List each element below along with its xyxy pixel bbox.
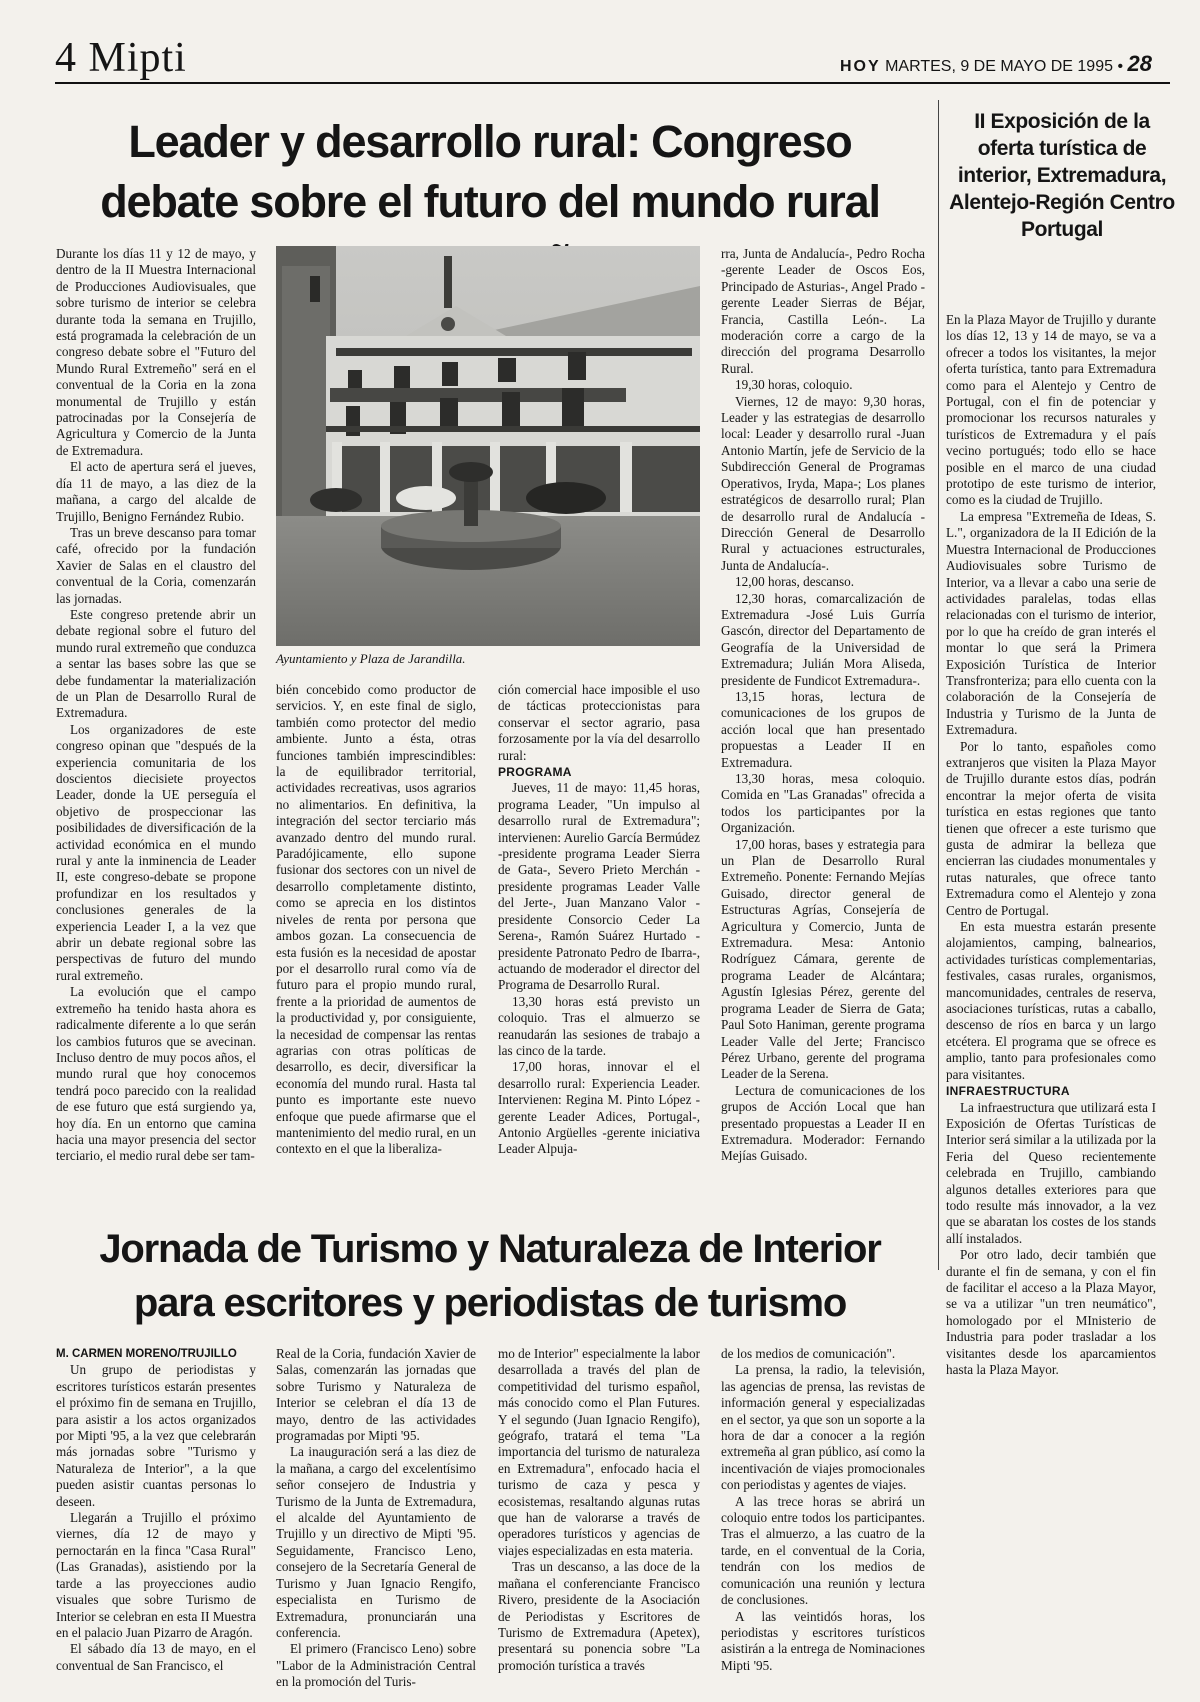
paragraph: Durante los días 11 y 12 de mayo, y dentro de la II Muestra Internacional de Producciones Audiovisuales, que sobre turismo de interior se celebra durante toda la semana en Trujillo, está programada la celebración de un congreso debate sobre el "Futuro del Mundo Rural Extremeño" será en el conventual de la Coria en la zona monumental de Trujillo y están patrocinadas por la Consejería de Agricultura y Comercio de la Junta de Extremadura.	[56, 246, 256, 458]
article1-column-2	[276, 682, 476, 1158]
paragraph: mo de Interior" especialmente la labor desarrollada a través del plan de competitividad del turismo español, más conocido como el Plan Futures. Y el segundo (Juan Ignacio Rengifo), geógrafo, tratará el tema "La importancia del turismo de naturaleza en Extremadura", enfocado hacia el turismo de caza y pesca y ecosistemas, resaltando algunas rutas que han de valorarse a través de operadores turísticos y agencias de viajes especializadas en esta materia.	[498, 1346, 701, 1558]
paragraph: A las trece horas se abrirá un coloquio entre todos los participantes. Tras el almuerzo, a las cuatro de la tarde, en el conventual de la Coria, tendrán con los medios de comunicación una reunión y lectura de conclusiones.	[721, 1493, 925, 1608]
paragraph: La prensa, la radio, la televisión, las agencias de prensa, las revistas de información general y especializadas en el sector, ya que son un soporte a la hora de dar a conocer a la región extremeña al gran público, así como la incentivación de viajes promocionales con periodistas y agentes de viajes.	[721, 1362, 925, 1493]
byline: M. CARMEN MORENO/TRUJILLO	[56, 1348, 237, 1360]
paragraph: 17,00 horas, innovar el el desarrollo rural: Experiencia Leader. Intervienen: Regina M. Pinto López -gerente Leader Adices, Portugal-, Antonio Argüelles -gerente iniciativa Leader Alpuja-	[498, 1059, 700, 1157]
issue-date: MARTES, 9 DE MAYO DE 1995	[885, 58, 1113, 75]
article2-column-4	[721, 1346, 925, 1674]
paragraph: La inauguración será a las diez de la mañana, a cargo del excelentísimo señor consejero de Industria y Turismo de la Junta de Extremadura, el alcalde del Ayuntamiento de Trujillo y un directivo de Mipti '95. Seguidamente, Francisco Leno, consejero de la Secretaría General de Turismo y Juan Ignacio Rengifo, especialista en Turismo de Extremadura, pronunciarán una conferencia.	[276, 1444, 476, 1640]
paragraph: Los organizadores de este congreso opinan que "después de la experiencia comunitaria de los doscientos diecisiete proyectos Leader, donde la UE perseguía el objetivo de prospeccionar las posibilidades de diversificación de la actividad económica en el mundo rural y ante la inminencia de Leader II, este congreso-debate se propone profundizar en los resultados y conclusiones generales de la experiencia Leader I, a la vez que abrir un debate regional sobre las perspectivas de futuro del mundo rural extremeño.	[56, 721, 256, 983]
bullet-separator: •	[1117, 58, 1124, 75]
paragraph: Lectura de comunicaciones de los grupos de Acción Local que han presentado propuestas a Leader II en Extremadura. Moderador: Fernando Mejías Guisado.	[721, 1082, 925, 1164]
paragraph: Por lo tanto, españoles como extranjeros que visiten la Plaza Mayor de Trujillo durante estos días, podrán encontrar la mejor oferta de visita turística en estas regiones que tanto tienen que ofrecer a este turismo que gusta de admirar la belleza que encierran las ciudades monumentales y rutas naturales, que ofrece tanto Extremadura como el Alentejo y zona Centro de Portugal.	[946, 738, 1156, 918]
masthead-info	[839, 51, 1152, 77]
photo-ayuntamiento	[276, 246, 700, 646]
article2-column-1	[56, 1346, 256, 1674]
article2-column-3	[498, 1346, 700, 1674]
paragraph: A las veintidós horas, los periodistas y escritores turísticos asistirán a la entrega de Nominaciones Mipti '95.	[721, 1608, 925, 1673]
paragraph: La evolución que el campo extremeño ha tenido hasta ahora es radicalmente diferente a lo que serán los cambios futuros que se avecinan. Incluso dentro de muy pocos años, el mundo rural que hoy conocemos tendrá poco parecido con la realidad de ese futuro que está surgiendo ya, hoy día. En un entorno que camina hacia una mayor presencia del sector terciario, el medio rural debe ser tam-	[56, 984, 256, 1164]
article1-column-1	[56, 246, 256, 1165]
article1-column-3	[498, 682, 700, 1158]
paragraph: Viernes, 12 de mayo: 9,30 horas, Leader y las estrategias de desarrollo local: Leader y desarrollo rural -Juan Antonio Martín, jefe de Servicio de la Subdirección General de Programas Operativos, Iryda, Mapa-; Los planes estratégicos de desarrollo rural; Plan de desarrollo rural de Andalucía -Dirección General de Desarrollo Rural y actuaciones estructurales, Junta de Andalucía-.	[721, 393, 925, 573]
paragraph: 17,00 horas, bases y estrategia para un Plan de Desarrollo Rural Extremeño. Ponente: Fernando Mejías Guisado, director general de Estructuras Agrías, Consejería de Agricultura y Comercio, Junta de Extremadura. Mesa: Antonio Rodríguez Cámara, gerente de programa Leader de Alcántara; Agustín Iglesias Pérez, gerente del programa Leader de Sierra de Gata; Paul Soto Haniman, gerente programa Leader Valle del Jerte; Francisco Pérez Urbano, gerente del programa Leader de la Serena.	[721, 836, 925, 1082]
paragraph: ción comercial hace imposible el uso de tácticas proteccionistas para conservar el sector agrario, pasa forzosamente por la vía del desarrollo rural:	[498, 682, 700, 763]
paragraph: 19,30 horas, coloquio.	[735, 377, 853, 393]
photo-caption: Ayuntamiento y Plaza de Jarandilla.	[276, 651, 466, 666]
paragraph: Llegarán a Trujillo el próximo viernes, día 12 de mayo y pernoctarán en la finca "Casa Rural" (Las Granadas), asistiendo por la tarde a las proyecciones audio visuales que sobre Turismo de Interior se celebran en esta II Muestra en el palacio Juan Pizarro de Aragón.	[56, 1510, 256, 1640]
paragraph: En esta muestra estarán presente alojamientos, camping, balnearios, actividades turísticas complementarias, festivales, casas rurales, organismos, mancomunidades, centrales de reserva, asociaciones turísticas, rutas a caballo, descenso de ríos en barca y un largo etcétera. El programa que se ofrece es amplio, tanto para profesionales como para visitantes.	[946, 919, 1156, 1082]
paragraph: Real de la Coria, fundación Xavier de Salas, comenzarán las jornadas que sobre Turismo y Naturaleza de Interior se celebran el día 13 de mayo, dentro de las actividades programadas por Mipti '95.	[276, 1346, 476, 1444]
article-headline: Leader y desarrollo rural: Congreso debate sobre el futuro del mundo rural	[100, 116, 880, 227]
sidebar-column	[946, 312, 1156, 1378]
paragraph: 12,00 horas, descanso.	[735, 574, 855, 590]
paragraph: de los medios de comunicación".	[721, 1346, 896, 1361]
paragraph: En la Plaza Mayor de Trujillo y durante los días 12, 13 y 14 de mayo, se va a ofrecer a todos los visitantes, la mejor oferta turística, tanto para Extremadura como para el Alentejo y Centro de Portugal, con el fin de potenciar y promocionar los recursos naturales y turísticos de Extremadura y el país vecino portugués; todo ello se hace posible en el marco de una ciudad prototipo de este turismo de interior, como es la ciudad de Trujillo.	[946, 312, 1156, 508]
paragraph: La empresa "Extremeña de Ideas, S. L.", organizadora de la II Edición de la Muestra Internacional de Producciones Audiovisuales sobre Turismo de Interior, va a llevar a cabo una serie de actividades paralelas, todas ellas relacionadas con el turismo de interior, por lo que ha creído de gran interés el montar lo que será la Primera Exposición Turística de Interior Transfronteriza; para ello cuenta con la colaboración de la Consejería de Industria y Turismo de la Junta de Extremadura.	[946, 508, 1156, 738]
paragraph: Un grupo de periodistas y escritores turísticos estarán presentes el próximo fin de semana en Trujillo, para asistir a los actos organizados por Mipti '95, a la vez que celebrarán más jornadas sobre "Turismo y Naturaleza de Interior", a la que pueden asistir cuantas personas lo deseen.	[56, 1362, 256, 1509]
article2-headline: Jornada de Turismo y Naturaleza de Interior para escritores y periodistas de turismo	[99, 1227, 881, 1325]
paragraph: Tras un descanso, a las doce de la mañana el conferenciante Francisco Rivero, presidente de la Asociación de Periodistas y Escritores de Turismo de Extremadura (Apetex), presentará su ponencia sobre "La promoción turística a través	[498, 1559, 700, 1673]
programa-subhead: PROGRAMA	[498, 765, 572, 780]
paragraph: Por otro lado, decir también que durante el fin de semana, y con el fin de facilitar el acceso a la Plaza Mayor, se va a utilizar "un tren neumático", homologado por el MInisterio de Industria para poder trasladar a los visitantes desde los aparcamientos hasta la Plaza Mayor.	[946, 1247, 1156, 1377]
paragraph: 13,30 horas está previsto un coloquio. Tras el almuerzo se reanudarán las sesiones de trabajo a las cinco de la tarde.	[498, 993, 700, 1058]
paragraph: 13,15 horas, lectura de comunicaciones de los grupos de acción local que han presentado propuestas a Leader II en Extremadura.	[721, 688, 925, 770]
paragraph: El acto de apertura será el jueves, día 11 de mayo, a las diez de la mañana, a cargo del alcalde de Trujillo, Benigno Fernández Rubio.	[56, 459, 256, 524]
article2-column-2	[276, 1346, 476, 1691]
paragraph: bién concebido como productor de servicios. Y, en este final de siglo, también como protector del medio ambiente. Junto a ésta, otras funciones también imprescindibles: la de equilibrador territorial, actividades recreativas, usos agrarios no alimentarios. En definitiva, la integración del sector terciario más avanzado dentro del mundo rural. Paradójicamente, ello supone fusionar dos sectores con un nivel de desarrollo completamente distinto, como se aprecia en los distintos niveles de renta por persona que ambos gozan. La consecuencia de esta fusión es la necesidad de apostar por el desarrollo rural como vía de futuro para el propio mundo rural, frente a la prioridad de aumentos de la productividad y, por consiguiente, la necesidad de compensar las rentas agrarias con otras políticas de desarrollo, es decir, diversificar la economía del mundo rural. Hasta tal punto es importante este nuevo enfoque que puede afirmarse que el mantenimiento del medio rural, en un contexto en el que la liberaliza-	[276, 682, 476, 1157]
page-number: 28	[1127, 51, 1152, 76]
paragraph: Jueves, 11 de mayo: 11,45 horas, programa Leader, "Un impulso al desarrollo rural de Extremadura"; intervienen: Aurelio García Bermúdez -presidente programa Leader Sierra de Gata-, Severo Prieto Merchán -presidente programas Leader Valle del Jerte-, Juan Manzano Valor -presidente Consorcio Ceder La Serena-, Ramón Suárez Hurtado -presidente Patronato Pedro de Ibarra-, actuando de moderador el director del Programa de Desarrollo Rural.	[498, 780, 700, 993]
paragraph: 13,30 horas, mesa coloquio. Comida en "Las Granadas" ofrecida a todos los participantes por la Organización.	[721, 771, 925, 836]
sidebar-headline: II Exposición de la oferta turística de interior, Extremadura, Alentejo-Región Centro Portugal	[949, 110, 1175, 241]
header-rule	[55, 82, 1170, 84]
paragraph: El primero (Francisco Leno) sobre "Labor de la Administración Central en la promoción del Turis-	[276, 1641, 476, 1690]
newspaper-name: HOY	[839, 58, 881, 75]
paragraph: Este congreso pretende abrir un debate regional sobre el futuro del mundo rural extremeño que conduzca a sentar las bases sobre las que se debe fundamentar la materialización de un Plan de Desarrollo Rural de Extremadura.	[56, 606, 256, 721]
article1-column-4	[721, 246, 925, 1165]
paragraph: rra, Junta de Andalucía-, Pedro Rocha -gerente Leader de Oscos Eos, Principado de Asturias-, Angel Prado -gerente Leader Sierras de Béjar, Francia, Castilla León-. La moderación corre a cargo de la dirección del programa Desarrollo Rural.	[721, 246, 925, 376]
paragraph: La infraestructura que utilizará esta I Exposición de Ofertas Turísticas de Interior será similar a la utilizada por la Feria del Queso recientemente celebrada en Trujillo, cambiando algunos detalles exteriores para que todo resulte más innovador, a la vez que se abaratan los costes de los stands allí instalados.	[946, 1099, 1156, 1246]
infraestructura-subhead: INFRAESTRUCTURA	[946, 1084, 1070, 1099]
paragraph: El sábado día 13 de mayo, en el conventual de San Francisco, el	[56, 1641, 256, 1673]
paragraph: 12,30 horas, comarcalización de Extremadura -José Luis Gurría Gascón, director del Departamento de Geografía de la Universidad de Extremadura; Julián Mora Aliseda, presidente de Fundicot Extremadura-.	[721, 590, 925, 688]
sidebar-divider	[938, 100, 939, 1270]
section-title: 4 Mipti	[55, 35, 187, 81]
paragraph: Tras un breve descanso para tomar café, ofrecido por la fundación Xavier de Salas en el claustro del conventual de la Coria, comenzarán las jornadas.	[56, 524, 256, 606]
